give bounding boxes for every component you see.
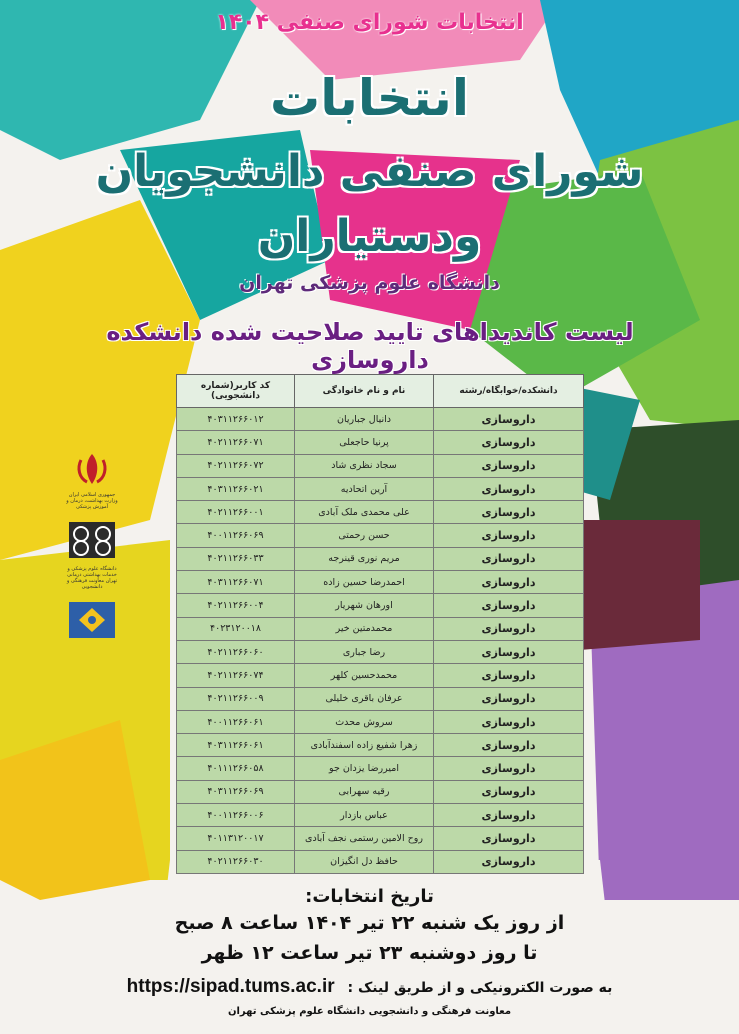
link-line (0, 976, 739, 998)
cell-name: علی محمدی ملک آبادی (295, 501, 434, 524)
tums-logo-icon (67, 520, 117, 560)
cell-user-id: ۴۰۰۱۱۲۶۶۰۶۱ (177, 710, 295, 733)
cell-user-id: ۴۰۲۱۱۲۶۶۰۰۱ (177, 501, 295, 524)
cell-name: اورهان شهریار (295, 594, 434, 617)
cell-faculty: داروسازی (434, 640, 584, 663)
cell-name: آرین اتحادیه (295, 477, 434, 500)
cell-name: زهرا شفیع زاده اسفندآبادی (295, 734, 434, 757)
cell-name: حسن رحمتی (295, 524, 434, 547)
election-date-label: تاریخ انتخابات: (305, 886, 434, 907)
cell-user-id: ۴۰۲۳۱۲۰۰۱۸ (177, 617, 295, 640)
cell-faculty: داروسازی (434, 408, 584, 431)
culture-deputy-logo-icon (67, 600, 117, 640)
cell-name: مریم نوری قینرجه (295, 547, 434, 570)
cell-faculty: داروسازی (434, 687, 584, 710)
cell-name: پرنیا حاجعلی (295, 431, 434, 454)
table-row (177, 804, 584, 827)
table-row (177, 664, 584, 687)
cell-faculty: داروسازی (434, 617, 584, 640)
table-row (177, 547, 584, 570)
table-row (177, 617, 584, 640)
cell-name: روح الامین رستمی نجف آبادی (295, 827, 434, 850)
cell-faculty: داروسازی (434, 850, 584, 873)
issuer-text: معاونت فرهنگی و دانشجویی دانشگاه علوم پزشکی تهران (227, 1006, 512, 1017)
table-row (177, 594, 584, 617)
cell-user-id: ۴۰۳۱۱۲۶۶۰۱۲ (177, 408, 295, 431)
page-title-line2: شورای صنفی دانشجویان (95, 146, 644, 197)
cell-user-id: ۴۰۰۱۱۲۶۶۰۰۶ (177, 804, 295, 827)
cell-user-id: ۴۰۲۱۱۲۶۶۰۰۹ (177, 687, 295, 710)
cell-faculty: داروسازی (434, 547, 584, 570)
cell-name: حافظ دل انگیزان (295, 850, 434, 873)
cell-user-id: ۴۰۲۱۱۲۶۶۰۷۴ (177, 664, 295, 687)
table-row (177, 431, 584, 454)
header-faculty: دانشکده/خوابگاه/رشته (434, 375, 584, 408)
cell-user-id: ۴۰۲۱۱۲۶۶۰۶۰ (177, 640, 295, 663)
table-row (177, 780, 584, 803)
cell-name: دانیال جباریان (295, 408, 434, 431)
cell-name: عباس بازدار (295, 804, 434, 827)
cell-faculty: داروسازی (434, 477, 584, 500)
cell-user-id: ۴۰۲۱۱۲۶۶۰۰۴ (177, 594, 295, 617)
cell-faculty: داروسازی (434, 501, 584, 524)
election-start: از روز یک شنبه ۲۲ تیر ۱۴۰۴ ساعت ۸ صبح (174, 912, 565, 934)
election-link[interactable]: https://sipad.tums.ac.ir (126, 976, 335, 997)
table-row (177, 827, 584, 850)
cell-faculty: داروسازی (434, 664, 584, 687)
cell-user-id: ۴۰۳۱۱۲۶۶۰۶۹ (177, 780, 295, 803)
cell-name: محمدمتین خیر (295, 617, 434, 640)
cell-faculty: داروسازی (434, 780, 584, 803)
table-row (177, 454, 584, 477)
cell-name: رقیه سهرابی (295, 780, 434, 803)
iran-emblem-icon (67, 452, 117, 486)
cell-name: امیررضا یزدان جو (295, 757, 434, 780)
university-caption: دانشگاه علوم پزشکی و خدمات بهداشتی درمانی تهران معاونت فرهنگی و دانشجویی (66, 566, 118, 590)
cell-name: محمدحسین کلهر (295, 664, 434, 687)
cell-faculty: داروسازی (434, 804, 584, 827)
cell-user-id: ۴۰۱۱۱۲۶۶۰۵۸ (177, 757, 295, 780)
page-title: انتخابات (270, 69, 469, 127)
cell-faculty: داروسازی (434, 594, 584, 617)
university-name: دانشگاه علوم پزشکی تهران (239, 272, 500, 294)
cell-user-id: ۴۰۰۱۱۲۶۶۰۶۹ (177, 524, 295, 547)
cell-user-id: ۴۰۱۱۳۱۲۰۰۱۷ (177, 827, 295, 850)
ministry-caption: جمهوری اسلامی ایران وزارت بهداشت، درمان و آموزش پزشکی (66, 492, 118, 510)
cell-faculty: داروسازی (434, 571, 584, 594)
table-row (177, 571, 584, 594)
table-row (177, 734, 584, 757)
table-row (177, 477, 584, 500)
election-end: تا روز دوشنبه ۲۳ تیر ساعت ۱۲ ظهر (201, 942, 538, 964)
logo-column (62, 452, 122, 646)
cell-user-id: ۴۰۳۱۱۲۶۶۰۲۱ (177, 477, 295, 500)
cell-name: احمدرضا حسین زاده (295, 571, 434, 594)
table-row (177, 640, 584, 663)
list-title: لیست کاندیداهای تایید صلاحیت شده دانشکده داروسازی (106, 318, 634, 374)
cell-name: عرفان باقری خلیلی (295, 687, 434, 710)
cell-faculty: داروسازی (434, 710, 584, 733)
table-row (177, 850, 584, 873)
cell-user-id: ۴۰۲۱۱۲۶۶۰۳۳ (177, 547, 295, 570)
table-row (177, 524, 584, 547)
candidates-table (176, 374, 583, 874)
cell-name: سجاد نظری شاد (295, 454, 434, 477)
header-user-id: کد کاربر(شماره دانشجویی) (177, 375, 295, 408)
table-row (177, 710, 584, 733)
cell-faculty: داروسازی (434, 757, 584, 780)
cell-faculty: داروسازی (434, 454, 584, 477)
cell-name: سروش محدث (295, 710, 434, 733)
cell-faculty: داروسازی (434, 431, 584, 454)
cell-user-id: ۴۰۲۱۱۲۶۶۰۷۲ (177, 454, 295, 477)
cell-faculty: داروسازی (434, 827, 584, 850)
cell-faculty: داروسازی (434, 734, 584, 757)
table-row (177, 501, 584, 524)
header-name: نام و نام خانوادگی (295, 375, 434, 408)
link-label: به صورت الکترونیکی و از طریق لینک : (347, 980, 613, 996)
cell-user-id: ۴۰۳۱۱۲۶۶۰۷۱ (177, 571, 295, 594)
cell-user-id: ۴۰۲۱۱۲۶۶۰۷۱ (177, 431, 295, 454)
page-title-line3: ودستیاران (257, 211, 482, 262)
cell-user-id: ۴۰۳۱۱۲۶۶۰۶۱ (177, 734, 295, 757)
cell-user-id: ۴۰۲۱۱۲۶۶۰۳۰ (177, 850, 295, 873)
table-row (177, 408, 584, 431)
table-header-row (177, 375, 584, 408)
election-ribbon: انتخابات شورای صنفی ۱۴۰۴ (215, 10, 524, 35)
cell-name: رضا جباری (295, 640, 434, 663)
table-row (177, 687, 584, 710)
table-row (177, 757, 584, 780)
cell-faculty: داروسازی (434, 524, 584, 547)
